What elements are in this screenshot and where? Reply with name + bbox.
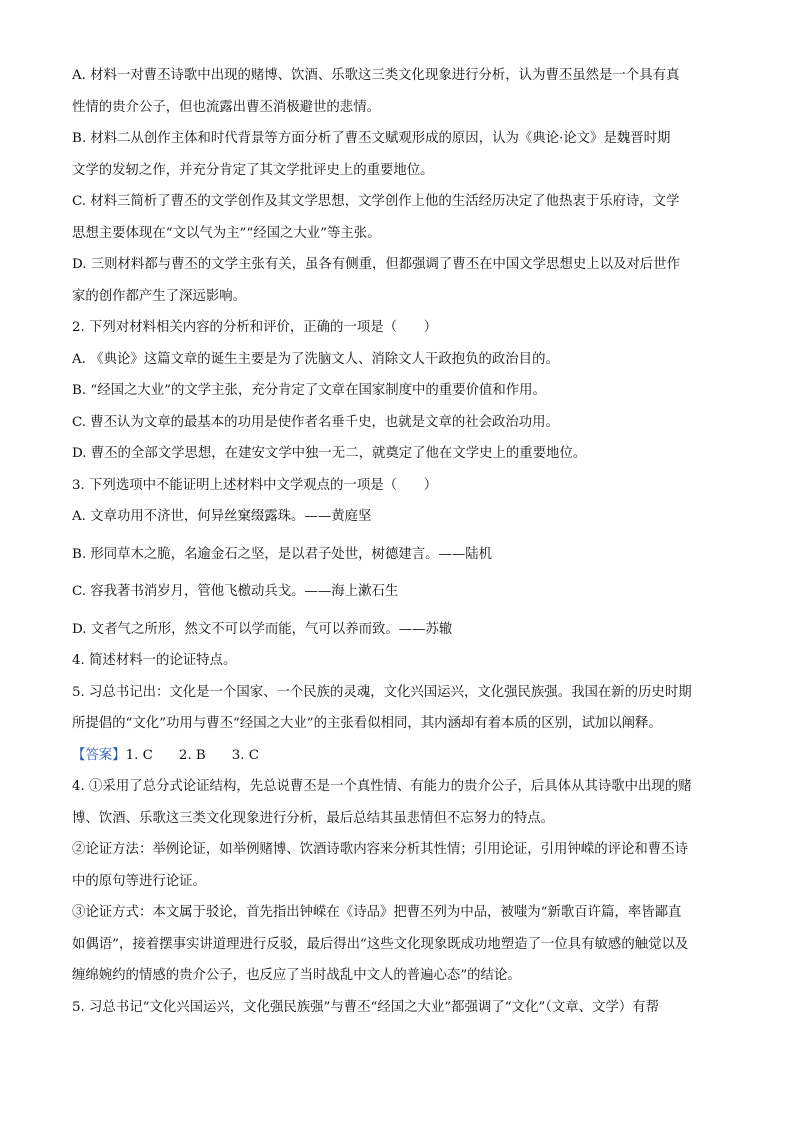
answer-4 xyxy=(72,771,722,992)
q3-option-c: C. 容我著书消岁月，管他飞檄动兵戈。——海上漱石生 xyxy=(72,584,399,599)
q1-option-c-line1: C. 材料三简析了曹丕的文学创作及其文学思想，文学创作上他的生活经历决定了他热衷于乐府诗，文学 xyxy=(72,194,680,209)
answer-label: 【答案】 xyxy=(72,747,126,763)
q2-option-b: B. “经国之大业”的文学主张，充分肯定了文章在国家制度中的重要价值和作用。 xyxy=(72,383,546,398)
answer5-start: 5. 习总书记“文化兴国运兴，文化强民族强”与曹丕“经国之大业”都强调了“文化”（文章、文学）有帮 xyxy=(72,999,660,1015)
q1-options xyxy=(72,60,722,312)
q3-stem: 3. 下列选项中不能证明上述材料中文学观点的一项是（ ） xyxy=(72,477,438,493)
answer4-point3-line1: ③论证方式：本文属于驳论，首先指出钟嵘在《诗品》把曹丕列为中品，被嗤为“新歌百许篇，率皆鄙直 xyxy=(72,905,682,920)
answer4-point2-line1: ②论证方法：举例论证，如举例赌博、饮酒诗歌内容来分析其性情；引用论证，引用钟嵘的评论和曹丕诗 xyxy=(72,842,688,857)
answer-1: 1. C xyxy=(125,747,153,763)
question-3 xyxy=(72,470,722,646)
answer-line xyxy=(72,740,722,772)
q2-stem: 2. 下列对材料相关内容的分析和评价，正确的一项是（ ） xyxy=(72,320,438,335)
q1-option-d-line2: 家的创作都产生了深远影响。 xyxy=(72,288,247,304)
q1-option-b-line1: B. 材料二从创作主体和时代背景等方面分析了曹丕文赋观形成的原因，认为《典论·论文》是魏晋时期 xyxy=(72,131,671,146)
q5-stem-line2: 所提倡的“文化”功用与曹丕“经国之大业”的主张看似相同，其内涵却有着本质的区别，试加以阐释。 xyxy=(72,716,662,731)
answer4-point1-line2: 博、饮酒、乐歌这三类文化现象进行分析，最后总结其虽悲情但不忘努力的特点。 xyxy=(72,810,555,826)
q5-stem-line1: 5. 习总书记出：文化是一个国家、一个民族的灵魂，文化兴国运兴，文化强民族强。我国在新的历史时期 xyxy=(72,684,692,700)
answer4-point1-line1: 4. ①采用了总分式论证结构，先总说曹丕是一个真性情、有能力的贵介公子，后具体从其诗歌中出现的赌 xyxy=(72,779,692,794)
q2-option-a: A. 《典论》这篇文章的诞生主要是为了洗脑文人、消除文人干政抱负的政治目的。 xyxy=(72,351,559,367)
answer4-point3-line2: 如偶语”，接着摆事实讲道理进行反驳，最后得出“这些文化现象既成功地塑造了一位具有敏感的触觉以及 xyxy=(72,936,689,952)
q3-option-b: B. 形同草木之脆，名逾金石之坚，是以君子处世，树德建言。——陆机 xyxy=(72,546,493,562)
q1-option-b-line2: 文学的发轫之作，并充分肯定了其文学批评史上的重要地位。 xyxy=(72,162,434,178)
answer4-point2-line2: 中的原句等进行论证。 xyxy=(72,873,206,889)
answer-3: 3. C xyxy=(231,747,259,763)
answer-2: 2. B xyxy=(178,747,206,763)
q3-option-a: A. 文章功用不济世，何异丝窠缀露珠。——黄庭坚 xyxy=(72,509,372,524)
q1-option-a-line1: A. 材料一对曹丕诗歌中出现的赌博、饮酒、乐歌这三类文化现象进行分析，认为曹丕虽然是一个具有真 xyxy=(72,68,680,83)
q1-option-c-line2: 思想主要体现在“文以气为主”“经国之大业”等主张。 xyxy=(72,225,381,241)
question-2 xyxy=(72,312,722,470)
document-page xyxy=(72,60,722,1023)
q1-option-a-line2: 性情的贵介公子，但也流露出曹丕消极避世的悲情。 xyxy=(72,99,380,115)
question-5 xyxy=(72,677,722,740)
q1-option-d-line1: D. 三则材料都与曹丕的文学主张有关，虽各有侧重，但都强调了曹丕在中国文学思想史上以及对后世作 xyxy=(72,257,680,272)
q2-option-d: D. 曹丕的全部文学思想，在建安文学中独一无二，就奠定了他在文学史上的重要地位。 xyxy=(72,446,587,461)
q4-stem: 4. 简述材料一的论证特点。 xyxy=(72,653,237,668)
q2-option-c: C. 曹丕认为文章的最基本的功用是使作者名垂千史，也就是文章的社会政治功用。 xyxy=(72,414,559,430)
answer4-point3-line3: 缠绵婉约的情感的贵介公子，也反应了当时战乱中文人的普遍心态”的结论。 xyxy=(72,968,521,983)
q3-option-d: D. 文者气之所形，然文不可以学而能，气可以养而致。——苏辙 xyxy=(72,621,453,637)
